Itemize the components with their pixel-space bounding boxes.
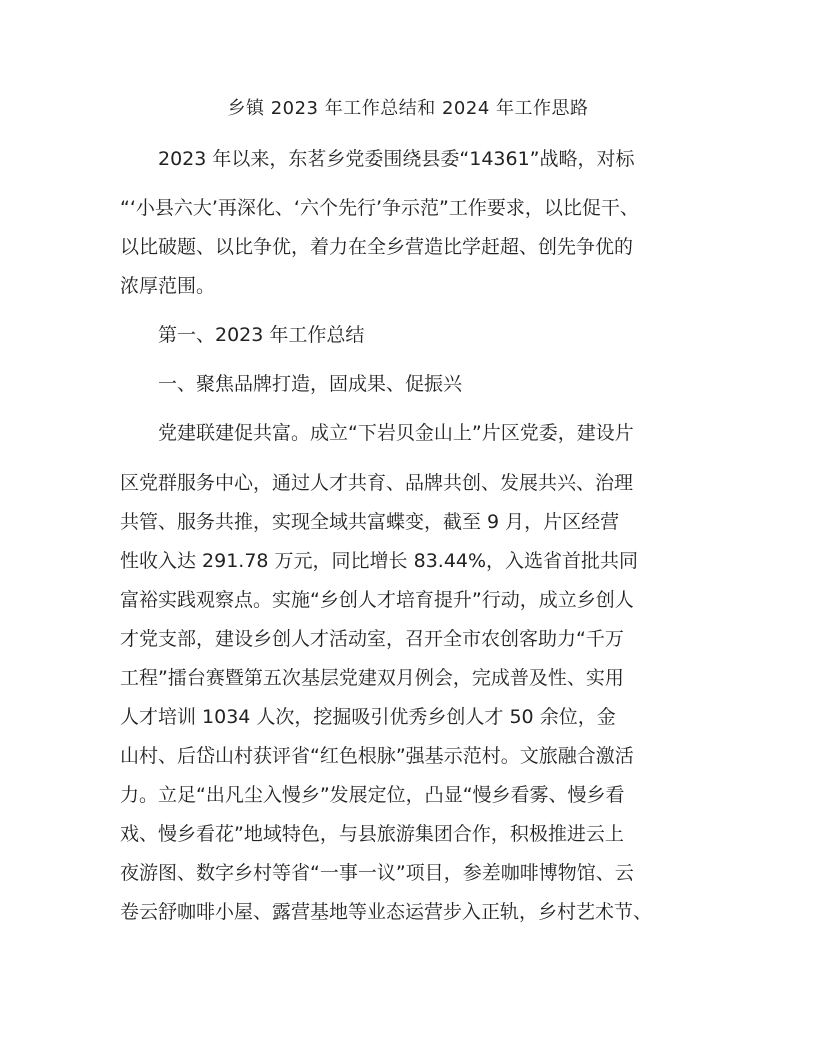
paragraph-line: 共管、服务共推，实现全域共富蝶变，截至 9 月，片区经营 — [120, 511, 620, 533]
subsection-heading: 一、聚焦品牌打造，固成果、促振兴 — [120, 373, 463, 395]
document-title: 乡镇 2023 年工作总结和 2024 年工作思路 — [227, 98, 589, 119]
paragraph-line: 党建联建促共富。成立“下岩贝金山上”片区党委，建设片 — [120, 422, 634, 444]
paragraph-line: 浓厚范围。 — [120, 275, 216, 297]
paragraph-line: 力。立足“出凡尘入慢乡”发展定位，凸显“慢乡看雾、慢乡看 — [120, 784, 625, 806]
paragraph-line: 工程”擂台赛暨第五次基层党建双月例会，完成普及性、实用 — [120, 667, 624, 689]
paragraph-line: 性收入达 291.78 万元，同比增长 83.44%，入选省首批共同 — [120, 550, 639, 572]
paragraph-line: 区党群服务中心，通过人才共育、品牌共创、发展共兴、治理 — [120, 472, 634, 494]
paragraph-line: 富裕实践观察点。实施“乡创人才培育提升”行动，成立乡创人 — [120, 589, 634, 611]
paragraph-line: 卷云舒咖啡小屋、露营基地等业态运营步入正轨，乡村艺术节、 — [120, 901, 653, 923]
paragraph-line: 2023 年以来，东茗乡党委围绕县委“14361”战略，对标 — [120, 148, 635, 170]
section-heading: 第一、2023 年工作总结 — [120, 324, 365, 346]
paragraph-line: 夜游图、数字乡村等省“一事一议”项目，参差咖啡博物馆、云 — [120, 862, 634, 884]
paragraph-line: “‘小县六大’再深化、‘六个先行’争示范”工作要求，以比促干、 — [120, 197, 639, 219]
paragraph-line: 戏、慢乡看花”地域特色，与县旅游集团合作，积极推进云上 — [120, 823, 624, 845]
paragraph-line: 才党支部，建设乡创人才活动室，召开全市农创客助力“千万 — [120, 628, 624, 650]
paragraph-line: 以比破题、以比争优，着力在全乡营造比学赶超、创先争优的 — [120, 236, 634, 258]
paragraph-line: 山村、后岱山村获评省“红色根脉”强基示范村。文旅融合激活 — [120, 745, 634, 767]
paragraph-line: 人才培训 1034 人次，挖掘吸引优秀乡创人才 50 余位，金 — [120, 706, 616, 728]
